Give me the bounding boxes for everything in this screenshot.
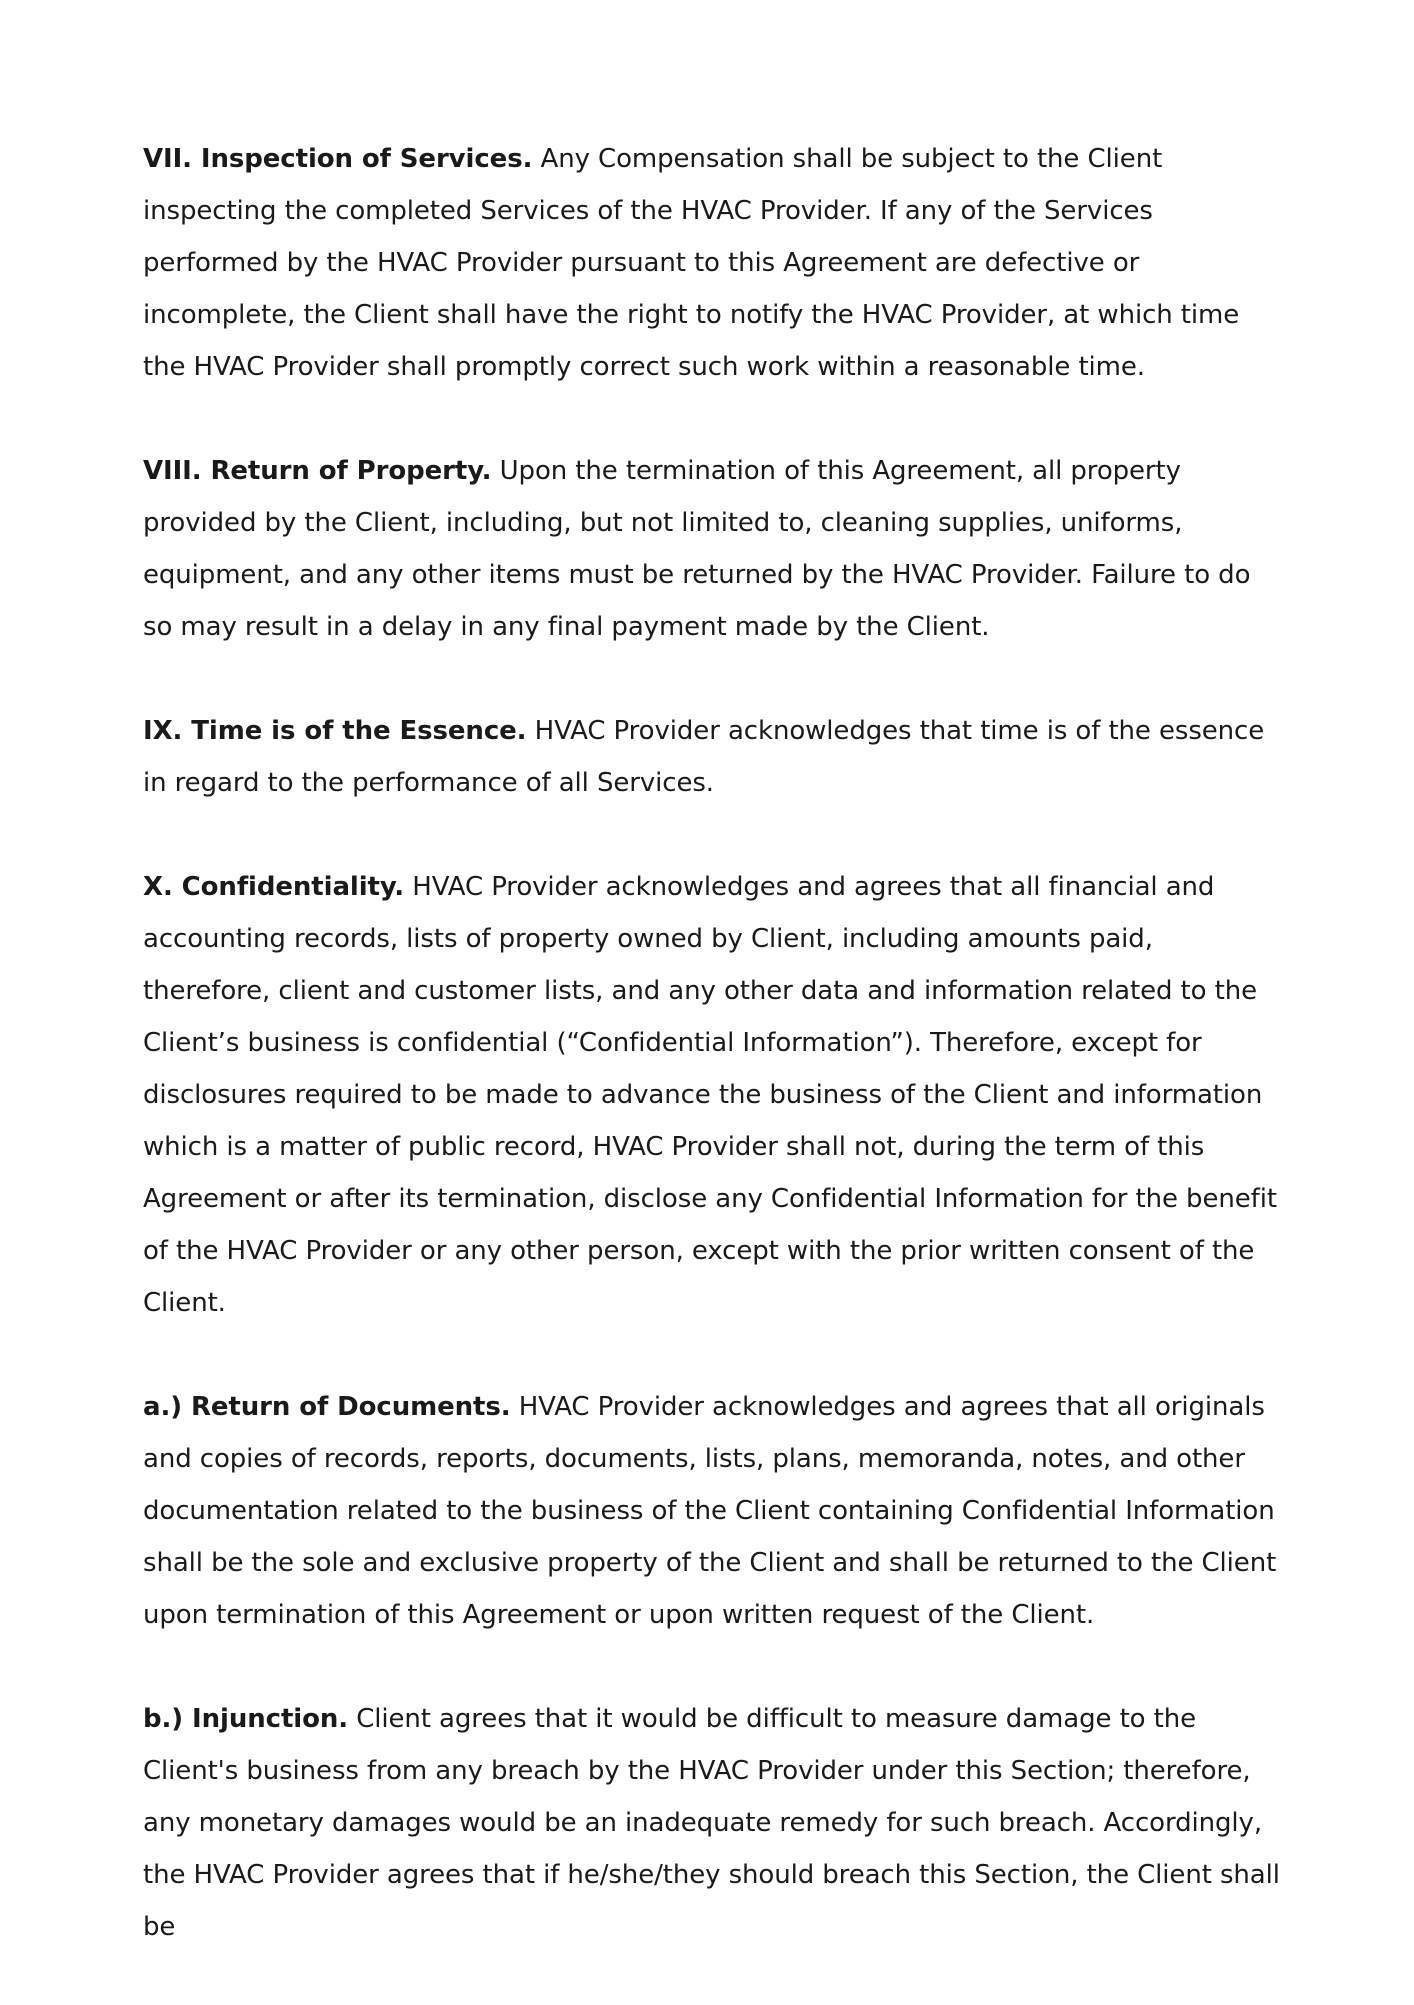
clause-heading: b.) Injunction. [143,1704,349,1734]
clause-confidentiality [143,861,1283,1329]
clause-body: Any Compensation shall be subject to the Client inspecting the completed Services of the HVAC Provider. If any of the Services performed by the HVAC Provider pursuant to this Agreement are defective or incomplete, the Client shall have the right to notify the HVAC Provider, at which time the HVAC Provider shall promptly correct such work within a reasonable time. [143,144,1240,382]
clause-body: HVAC Provider acknowledges that time is of the essence in regard to the performance of all Services. [143,716,1265,798]
clause-body: HVAC Provider acknowledges and agrees that all originals and copies of records, reports, documents, lists, plans, memoranda, notes, and other documentation related to the business of the Client containing Confidential Information shall be the sole and exclusive property of the Client and shall be returned to the Client upon termination of this Agreement or upon written request of the Client. [143,1392,1277,1630]
clause-time-is-of-the-essence [143,705,1283,809]
clause-return-of-documents [143,1381,1283,1641]
clause-heading: VII. Inspection of Services. [143,144,533,174]
clause-heading: a.) Return of Documents. [143,1392,511,1422]
clause-injunction [143,1693,1283,1953]
clause-inspection-of-services [143,133,1283,393]
clause-heading: IX. Time is of the Essence. [143,716,527,746]
clause-body: Client agrees that it would be difficult to measure damage to the Client's business from any breach by the HVAC Provider under this Section; therefore, any monetary damages would be an inadequate remedy for such breach. Accordingly, the HVAC Provider agrees that if he/she/they should breach this Section, the Client shall be [143,1704,1280,1942]
document-page [143,133,1283,2005]
clause-body: Upon the termination of this Agreement, all property provided by the Client, including, but not limited to, cleaning supplies, uniforms, equipment, and any other items must be returned by the HVAC Provider. Failure to do so may result in a delay in any final payment made by the Client. [143,456,1251,642]
clause-body: HVAC Provider acknowledges and agrees that all financial and accounting records, lists of property owned by Client, including amounts paid, therefore, client and customer lists, and any other data and information related to the Client’s business is confidential (“Confidential Information”). Therefore, except for disclosures required to be made to advance the business of the Client and information which is a matter of public record, HVAC Provider shall not, during the term of this Agreement or after its termination, disclose any Confidential Information for the benefit of the HVAC Provider or any other person, except with the prior written consent of the Client. [143,872,1277,1318]
clause-return-of-property [143,445,1283,653]
clause-heading: X. Confidentiality. [143,872,405,902]
clause-heading: VIII. Return of Property. [143,456,492,486]
